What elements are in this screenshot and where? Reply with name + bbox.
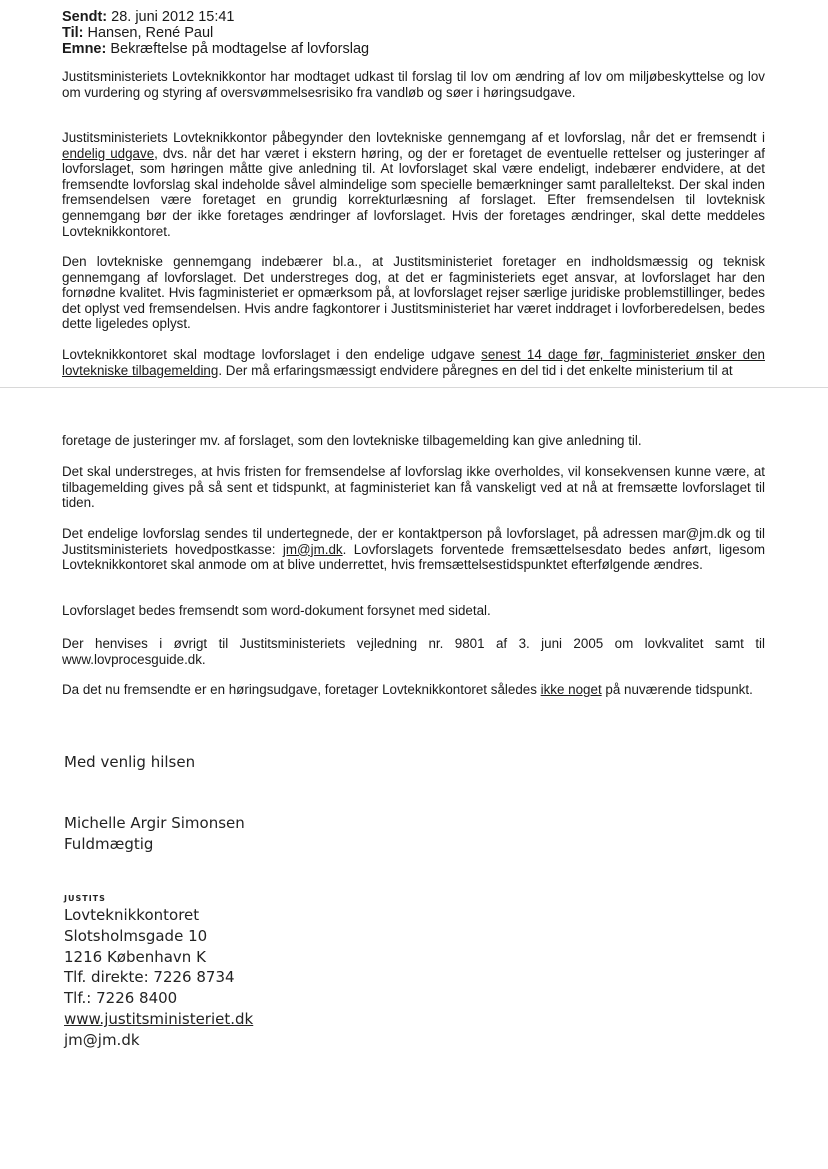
office-name: Lovteknikkontoret	[64, 906, 200, 924]
signature-block	[64, 813, 245, 855]
sent-label: Sendt:	[62, 9, 108, 25]
paragraph-10	[62, 682, 765, 698]
paragraph-2-underlined: endelig udgave	[62, 145, 155, 161]
page-break-line	[0, 387, 828, 388]
paragraph-10-underlined: ikke noget	[540, 682, 602, 697]
phone-direct: Tlf. direkte: 7226 8734	[64, 968, 235, 987]
paragraph-7	[62, 526, 765, 573]
to-value: Hansen, René Paul	[87, 25, 214, 41]
subject-row	[62, 41, 369, 57]
org-logo-text: JUSTITS	[64, 894, 106, 903]
subject-value: Bekræftelse på modtagelse af lovforslag	[110, 41, 370, 57]
paragraph-7-text-a: Det endelige lovforslag sendes til undertegnede, der er kontaktperson på lovforslaget, på adressen mar@jm.dk og til Justitsministeriets hovedpostkasse:	[62, 526, 765, 557]
paragraph-1: Justitsministeriets Lovteknikkontor har modtaget udkast til forslag til lov om ændring af lov om miljøbeskyttelse og lov om vurdering og styring af oversvømmelsesrisiko fra vandløb og søer i høringsudgave.	[62, 69, 765, 100]
paragraph-7-underlined: jm@jm.dk	[282, 541, 343, 557]
paragraph-3: Den lovtekniske gennemgang indebærer bl.a., at Justitsministeriet foretager en indholdsmæssig og teknisk gennemgang af lovforslaget. Det understreges dog, at det er fagministeriets eget ansvar, at lovforslaget har den fornødne kvalitet. Hvis fagministeriet er opmærksom på, at lovforslaget rejser særlige juridiske problemstillinger, bedes det oplyst ved fremsendelsen. Hvis andre fagkontorer i Justitsministeriet har været inddraget i lovforberedelsen, bedes dette ligeledes oplyst.	[62, 254, 765, 332]
email-header	[62, 9, 369, 57]
paragraph-2-text-a: Justitsministeriets Lovteknikkontor påbegynder den lovtekniske gennemgang af et lovforslag, når det er fremsendt i	[62, 130, 765, 145]
paragraph-5: foretage de justeringer mv. af forslaget, som den lovtekniske tilbagemelding kan give anledning til.	[62, 433, 642, 448]
paragraph-2	[62, 130, 765, 239]
paragraph-4	[62, 347, 765, 378]
city-address: 1216 København K	[64, 947, 206, 966]
contact-block	[64, 893, 253, 1051]
paragraph-4-text-a: Lovteknikkontoret skal modtage lovforslaget i den endelige udgave	[62, 347, 482, 362]
paragraph-9: Der henvises i øvrigt til Justitsministeriets vejledning nr. 9801 af 3. juni 2005 om lovkvalitet samt til www.lovprocesguide.dk.	[62, 636, 765, 667]
street-address: Slotsholmsgade 10	[64, 926, 208, 945]
paragraph-7-text-b: . Lovforslagets forventede fremsættelsesdato bedes anført, ligesom Lovteknikkontoret skal anmode om at blive underrettet, hvis fremsættelsestidspunktet efterfølgende ændres.	[62, 541, 765, 573]
website-link[interactable]: www.justitsministeriet.dk	[64, 1009, 254, 1028]
sent-row	[62, 9, 369, 25]
paragraph-8: Lovforslaget bedes fremsendt som word-dokument forsynet med sidetal.	[62, 603, 491, 618]
to-row	[62, 25, 369, 41]
paragraph-10-text-a: Da det nu fremsendte er en høringsudgave, foretager Lovteknikkontoret således	[62, 682, 541, 697]
greeting: Med venlig hilsen	[64, 753, 196, 771]
subject-label: Emne:	[62, 41, 107, 57]
paragraph-6: Det skal understreges, at hvis fristen for fremsendelse af lovforslag ikke overholdes, vil konsekvensen kunne være, at tilbagemelding gives på så sent et tidspunkt, at fagministeriet kan få vanskeligt ved at nå at fremsætte lovforslaget til tiden.	[62, 464, 765, 511]
paragraph-10-text-b: på nuværende tidspunkt.	[601, 682, 753, 697]
sent-value: 28. juni 2012 15:41	[111, 9, 235, 25]
paragraph-4-underlined: senest 14 dage før, fagministeriet ønsker den lovtekniske tilbagemelding	[62, 347, 765, 378]
signer-title: Fuldmægtig	[64, 834, 154, 853]
paragraph-2-text-b: , dvs. når det har været i ekstern høring, og der er foretaget de eventuelle rettelser og justeringer af lovforslaget, som høringen måtte give anledning til. At lovforslaget skal være endeligt, indebærer endvidere, at det fremsendte lovforslag skal indeholde såvel almindelige som specielle bemærkninger samt paralleltekst. Der skal inden fremsendelsen være foretaget en grundig korrekturlæsning af forslaget. Efter fremsendelsen til lovteknisk gennemgang bør der ikke foretages ændringer af lovforslaget. Hvis der foretages ændringer, skal dette meddeles Lovteknikkontoret.	[62, 145, 765, 239]
contact-email[interactable]: jm@jm.dk	[64, 1030, 140, 1049]
to-label: Til:	[62, 25, 84, 41]
paragraph-4-text-b: . Der må erfaringsmæssigt endvidere påregnes en del tid i det enkelte ministerium til at	[218, 362, 733, 378]
phone-main: Tlf.: 7226 8400	[64, 989, 178, 1008]
signer-name: Michelle Argir Simonsen	[64, 814, 245, 832]
